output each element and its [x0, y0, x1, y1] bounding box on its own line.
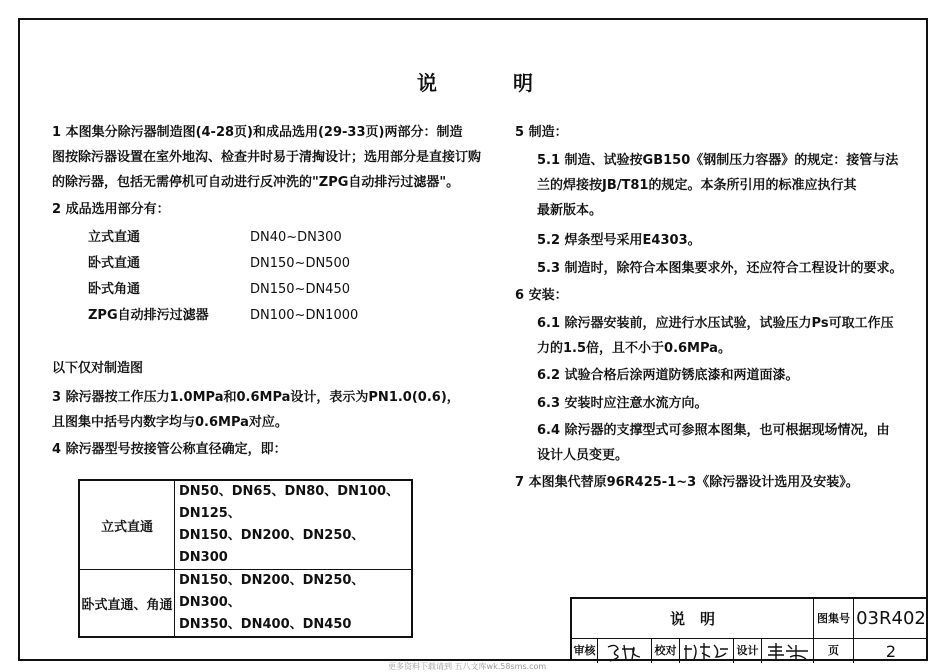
product-spec-1: DN40~DN300 [250, 230, 342, 245]
item2-heading: 2 成品选用部分有： [52, 202, 170, 217]
title-block-name: 说 明 [572, 599, 814, 639]
item6-1-line1: 6.1 除污器安装前，应进行水压试验，试验压力Ps可取工作压 [537, 316, 894, 331]
item6-heading: 6 安装： [515, 288, 568, 303]
item3-line1: 3 除污器按工作压力1.0MPa和0.6MPa设计，表示为PN1.0(0.6)， [52, 390, 460, 405]
product-name-1: 立式直通 [88, 230, 141, 245]
table-values-vertical [175, 480, 413, 570]
table-value-line: DN50、DN65、DN80、DN100、DN125、 [179, 484, 400, 521]
page-label: 页 [814, 639, 854, 663]
product-name-2: 卧式直通 [88, 256, 141, 271]
signature-icon [762, 639, 814, 663]
item5-3: 5.3 制造时，除符合本图集要求外，还应符合工程设计的要求。 [537, 261, 903, 276]
signature-icon [598, 639, 652, 663]
design-signature [762, 639, 814, 663]
table-row [79, 570, 412, 638]
product-name-3: 卧式角通 [88, 282, 141, 297]
table-label-vertical: 立式直通 [79, 480, 175, 570]
table-value-line: DN350、DN400、DN450 [179, 617, 352, 632]
item1-line2: 图按除污器设置在室外地沟、检查井时易于清掏设计；选用部分是直接订购 [52, 150, 482, 165]
table-row [79, 480, 412, 570]
item4-line: 4 除污器型号按接管公称直径确定，即： [52, 442, 287, 457]
product-name-4: ZPG自动排污过滤器 [88, 308, 209, 323]
page-number: 2 [885, 642, 897, 661]
item5-1-line2: 兰的焊接按JB/T81的规定。本条所引用的标准应执行其 [537, 178, 857, 193]
item6-2: 6.2 试验合格后涂两道防锈底漆和两道面漆。 [537, 368, 799, 383]
item7: 7 本图集代替原96R425-1~3《除污器设计选用及安装》。 [515, 475, 859, 490]
signature-icon [680, 639, 734, 663]
atlas-number-label: 图集号 [814, 599, 854, 639]
product-spec-4: DN100~DN1000 [250, 308, 359, 323]
check-signature [680, 639, 734, 663]
model-table [78, 479, 413, 638]
item5-1-line1: 5.1 制造、试验按GB150《钢制压力容器》的规定：接管与法 [537, 153, 899, 168]
item6-4-line2: 设计人员变更。 [537, 448, 629, 463]
product-spec-2: DN150~DN500 [250, 256, 350, 271]
design-label: 设计 [734, 639, 762, 663]
table-value-line: DN150、DN200、DN250、DN300 [179, 528, 365, 565]
item5-1-line3: 最新版本。 [537, 203, 603, 218]
manufacture-note: 以下仅对制造图 [52, 361, 144, 376]
review-label: 审核 [572, 639, 598, 663]
item6-1-line2: 力的1.5倍，且不小于0.6MPa。 [537, 341, 731, 356]
page-title: 说 明 [417, 71, 561, 95]
product-spec-3: DN150~DN450 [250, 282, 350, 297]
item1-line3: 的除污器，包括无需停机可自动进行反冲洗的"ZPG自动排污过滤器"。 [52, 175, 460, 190]
item3-line2: 且图集中括号内数字均与0.6MPa对应。 [52, 415, 288, 430]
item6-3: 6.3 安装时应注意水流方向。 [537, 396, 708, 411]
check-label: 校对 [652, 639, 680, 663]
table-values-horizontal [175, 570, 413, 638]
item6-4-line1: 6.4 除污器的支撑型式可参照本图集，也可根据现场情况，由 [537, 423, 890, 438]
item5-heading: 5 制造： [515, 125, 568, 140]
item1-line1: 1 本图集分除污器制造图(4-28页)和成品选用(29-33页)两部分：制造 [52, 125, 463, 140]
table-value-line: DN150、DN200、DN250、DN300、 [179, 573, 365, 610]
table-label-horizontal: 卧式直通、角通 [79, 570, 175, 638]
footer-watermark-text: 更多资料下载请到 五八文库wk.58sms.com [388, 662, 547, 671]
title-block [570, 597, 928, 661]
review-signature [598, 639, 652, 663]
item5-2: 5.2 焊条型号采用E4303。 [537, 233, 701, 248]
atlas-number: 03R402 [854, 599, 928, 639]
